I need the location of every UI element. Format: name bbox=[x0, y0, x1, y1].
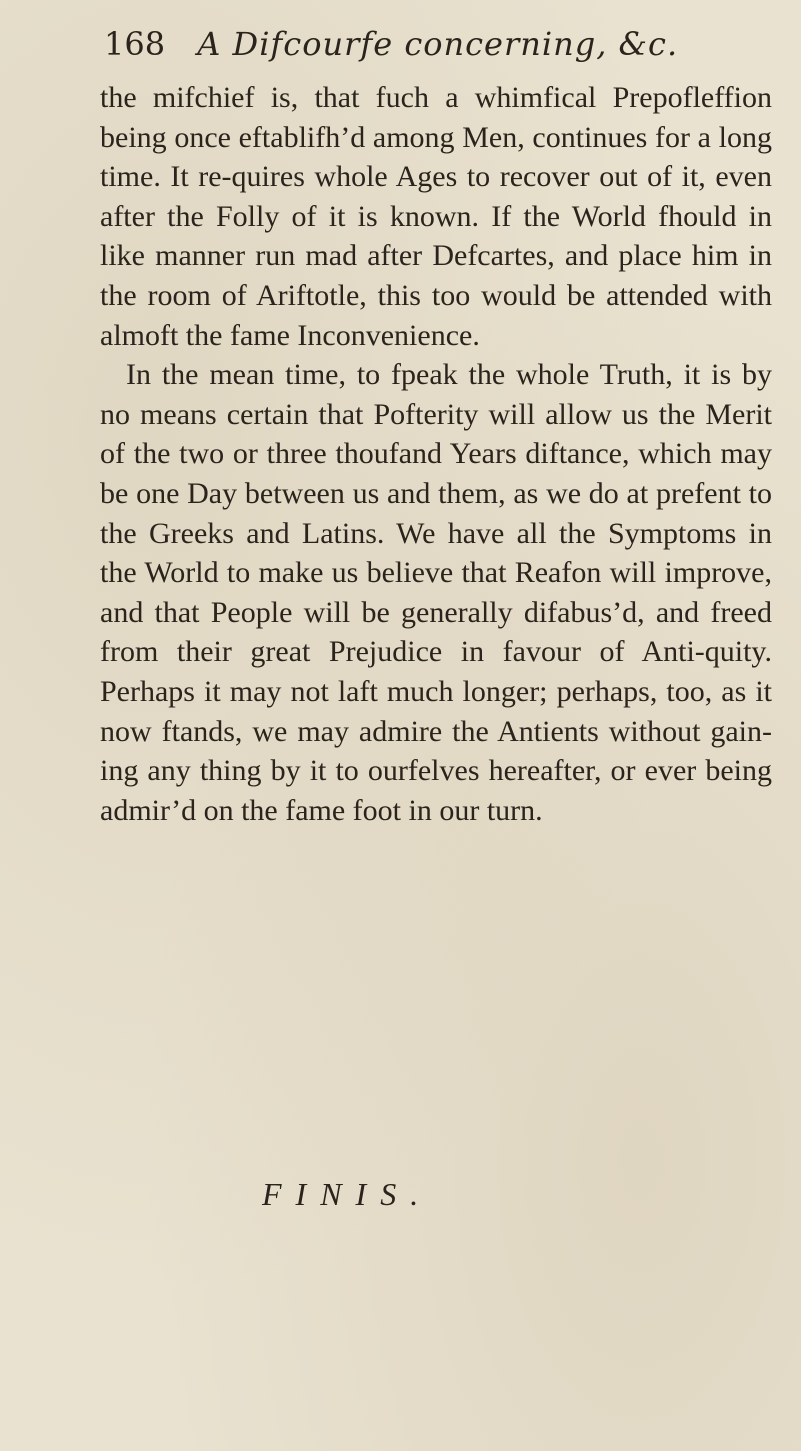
finis-mark: FINIS. bbox=[262, 1176, 433, 1212]
running-title: A Difcourfe concerning, &c. bbox=[197, 25, 679, 63]
paragraph: In the mean time, to fpeak the whole Truth, it is by no means certain that Pofterity will allow us the Merit of the two or three thoufand Years diftance, which may be one Day between us and them, as we do at prefent to the Greeks and Latins. We have all the Symptoms in the World to make us believe that Reafon will improve, and that People will be generally difabus’d, and freed from their great Prejudice in favour of Anti-quity. Perhaps it may not laft much longer; perhaps, too, as it now ftands, we may admire the Antients without gain-ing any thing by it to ourfelves hereafter, or ever being admir’d on the fame foot in our turn. bbox=[100, 358, 772, 827]
paragraph-continuation: the mifchief is, that fuch a whimfical Prepofleffion being once eftablifh’d among Men, continues for a long time. It re-quires whole Ages to recover out of it, even after the Folly of it is known. If the World fhould in like manner run mad after Defcartes, and place him in the room of Ariftotle, this too would be attended with almoft the fame Inconvenience. bbox=[100, 81, 772, 352]
page-number: 168 bbox=[104, 25, 166, 63]
body-text bbox=[100, 78, 772, 830]
running-head bbox=[104, 24, 704, 64]
